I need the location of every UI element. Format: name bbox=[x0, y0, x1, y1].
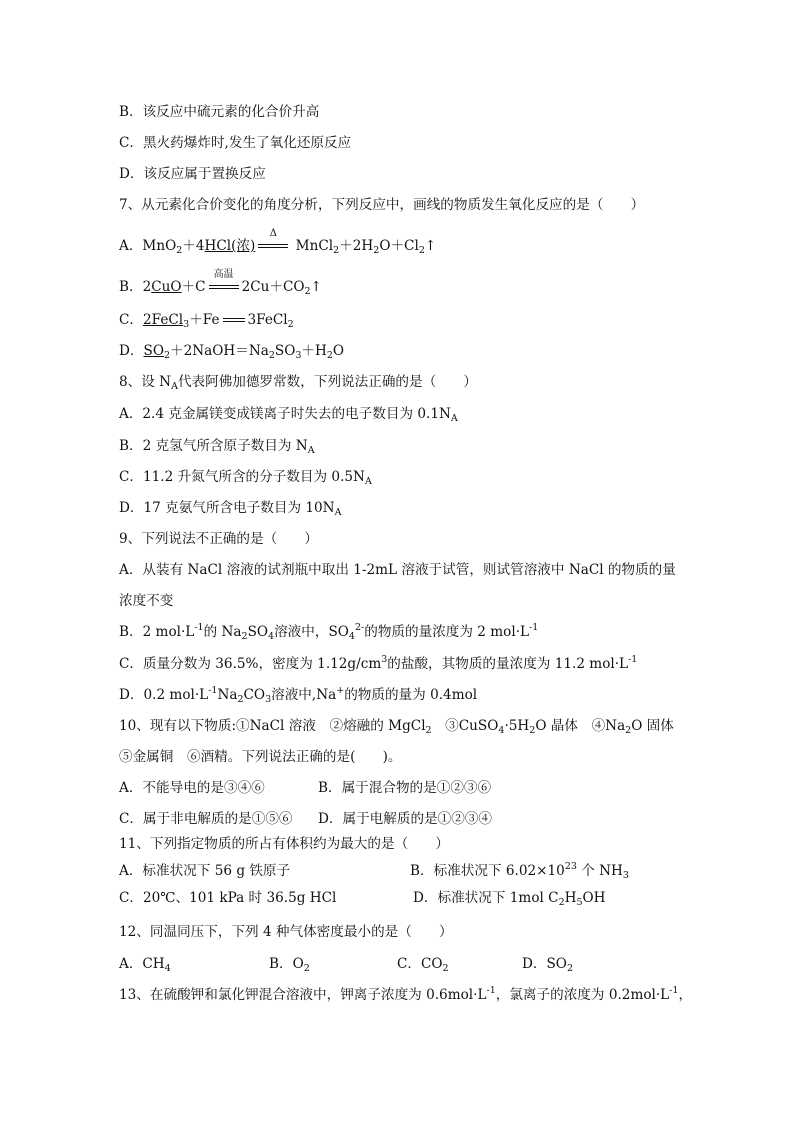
subscript: 2 bbox=[333, 245, 340, 256]
q8-stem bbox=[119, 373, 477, 391]
text: SO bbox=[247, 624, 269, 640]
q9-stem: 9、下列说法不正确的是（ ） bbox=[119, 531, 318, 547]
text: ＋2H bbox=[339, 238, 374, 254]
text: B．标准状况下 6.02×10 bbox=[410, 863, 565, 879]
text: 3FeCl bbox=[247, 312, 288, 328]
subscript: 2 bbox=[566, 963, 573, 974]
text: MnCl bbox=[295, 238, 334, 254]
q12-option-b bbox=[269, 955, 310, 973]
gas-arrow: ↑ bbox=[424, 238, 437, 254]
superscript: -1 bbox=[486, 985, 496, 996]
superscript: -1 bbox=[208, 685, 218, 696]
subscript: 3 bbox=[622, 870, 629, 881]
subscript: 2 bbox=[418, 245, 425, 256]
q11-option-d bbox=[413, 889, 606, 907]
q8-option-a bbox=[119, 405, 458, 423]
text: ·5H bbox=[504, 718, 530, 734]
subscript: 2 bbox=[373, 245, 380, 256]
q9-option-d bbox=[119, 686, 477, 704]
text: H bbox=[564, 890, 577, 906]
text: D．0.2 mol·L bbox=[119, 687, 209, 703]
subscript: 4 bbox=[164, 963, 171, 974]
subscript: 2 bbox=[268, 350, 275, 361]
subscript: 2 bbox=[287, 319, 294, 330]
gas-arrow: ↑ bbox=[310, 279, 322, 295]
text: B．2 克氢气所含原子数目为 N bbox=[119, 438, 308, 454]
text: CO bbox=[243, 687, 266, 703]
text: D．17 克氨气所含电子数目为 10N bbox=[119, 500, 335, 516]
equals-sign bbox=[223, 316, 245, 326]
subscript: 2 bbox=[529, 725, 536, 736]
text: Na bbox=[217, 687, 238, 703]
text: B． bbox=[119, 279, 143, 295]
subscript: 2 bbox=[304, 286, 311, 297]
text: 10、现有以下物质:①NaCl 溶液 ②熔融的 MgCl bbox=[119, 718, 426, 734]
q10-option-c: C．属于非电解质的是①⑤⑥ bbox=[119, 811, 293, 827]
subscript: A bbox=[364, 476, 372, 487]
reaction-condition bbox=[209, 268, 239, 295]
text: ＋H bbox=[301, 343, 327, 359]
subscript: A bbox=[307, 445, 315, 456]
text: C．质量分数为 36.5%，密度为 1.12g/cm bbox=[119, 656, 382, 672]
text: C．11.2 升氮气所含的分子数目为 0.5N bbox=[119, 469, 365, 485]
q8-option-d bbox=[119, 499, 341, 517]
subscript: 2 bbox=[176, 245, 183, 256]
text: ③CuSO bbox=[431, 718, 499, 734]
q12-stem: 12、同温同压下，下列 4 种气体密度最小的是（ ） bbox=[119, 924, 453, 940]
text: 的物质的量浓度为 2 mol·L bbox=[364, 624, 530, 640]
text: ，氯离子的浓度为 0.2mol·L bbox=[495, 987, 670, 1003]
q9-option-c bbox=[119, 655, 637, 673]
superscript: -1 bbox=[529, 622, 539, 633]
q10-stem-line1 bbox=[119, 717, 674, 735]
q7-option-d bbox=[119, 342, 344, 360]
text: C． bbox=[119, 312, 143, 328]
q6-option-d: D．该反应属于置换反应 bbox=[119, 166, 266, 182]
q10-option-b: B．属于混合物的是①②③⑥ bbox=[318, 780, 492, 796]
text: 8、设 N bbox=[119, 374, 172, 390]
subscript: A bbox=[334, 507, 342, 518]
text: A．MnO bbox=[119, 238, 177, 254]
q9-option-a-line1: A．从装有 NaCl 溶液的试剂瓶中取出 1-2mL 溶液于试管，则试管溶液中 NaCl 的物质的量 bbox=[119, 562, 676, 578]
q12-option-a bbox=[119, 955, 171, 973]
q6-option-b: B．该反应中硫元素的化合价升高 bbox=[119, 104, 320, 120]
text: ＋C bbox=[181, 279, 206, 295]
text: 个 NH bbox=[576, 863, 623, 879]
q10-option-d: D．属于电解质的是①②③④ bbox=[318, 811, 493, 827]
text: 的盐酸，其物质的量浓度为 11.2 mol·L bbox=[387, 656, 629, 672]
text: SO bbox=[274, 343, 296, 359]
text: B．O bbox=[269, 956, 304, 972]
superscript: -1 bbox=[194, 622, 204, 633]
superscript: 23 bbox=[564, 861, 577, 872]
subscript: 4 bbox=[498, 725, 505, 736]
text: A．2.4 克金属镁变成镁离子时失去的电子数目为 0.1N bbox=[119, 406, 451, 422]
underlined-substance bbox=[144, 343, 171, 359]
superscript: + bbox=[336, 685, 345, 696]
q11-option-a: A．标准状况下 56 g 铁原子 bbox=[119, 863, 291, 879]
subscript: 2 bbox=[326, 350, 333, 361]
subscript: 2 bbox=[558, 897, 565, 908]
underlined-substance: CuO bbox=[151, 279, 182, 295]
q9-option-a-line2: 浓度不变 bbox=[119, 593, 174, 609]
subscript: 2 bbox=[442, 963, 449, 974]
text: 2FeCl bbox=[143, 312, 184, 328]
underlined-substance: HCl(浓) bbox=[204, 238, 256, 254]
text: D．标准状况下 1mol C bbox=[413, 890, 559, 906]
q11-option-b bbox=[410, 862, 629, 880]
text: 溶液中,Na bbox=[271, 687, 337, 703]
q13-stem bbox=[119, 986, 692, 1004]
condition-label: 高温 bbox=[213, 268, 234, 280]
text: ， bbox=[678, 987, 693, 1003]
text: ＋Fe bbox=[189, 312, 220, 328]
superscript: -1 bbox=[669, 985, 679, 996]
subscript: A bbox=[450, 413, 458, 424]
text: 13、在硫酸钾和氯化钾混合溶液中，钾离子浓度为 0.6mol·L bbox=[119, 987, 487, 1003]
text: O＋Cl bbox=[379, 238, 419, 254]
subscript: 4 bbox=[268, 631, 275, 642]
superscript: 3 bbox=[381, 654, 388, 665]
q6-option-c: C．黑火药爆炸时,发生了氧化还原反应 bbox=[119, 135, 352, 151]
subscript: 2 bbox=[163, 350, 171, 361]
text: ＋2NaOH＝Na bbox=[170, 343, 269, 359]
q9-option-b bbox=[119, 623, 538, 641]
text: 2 bbox=[142, 279, 152, 295]
q7-stem: 7、从元素化合价变化的角度分析，下列反应中，画线的物质发生氧化反应的是（ ） bbox=[119, 197, 645, 213]
superscript: 2- bbox=[354, 622, 365, 633]
q10-option-a: A．不能导电的是③④⑥ bbox=[119, 780, 265, 796]
subscript: 5 bbox=[576, 897, 583, 908]
q12-option-c bbox=[397, 955, 449, 973]
text: SO bbox=[143, 343, 164, 359]
subscript: 3 bbox=[183, 319, 190, 330]
text: D．SO bbox=[522, 956, 567, 972]
text: A．CH bbox=[119, 956, 165, 972]
reaction-condition bbox=[258, 227, 288, 254]
text: 的物质的量为 0.4mol bbox=[344, 687, 478, 703]
q11-stem: 11、下列指定物质的所占有体积约为最大的是（ ） bbox=[119, 836, 449, 852]
underlined-substance bbox=[143, 312, 189, 328]
q7-option-b bbox=[119, 268, 322, 297]
text: B．2 mol·L bbox=[119, 624, 195, 640]
superscript: -1 bbox=[628, 654, 638, 665]
subscript: 2 bbox=[241, 631, 248, 642]
q8-option-c bbox=[119, 468, 372, 486]
q7-option-a bbox=[119, 227, 437, 256]
subscript: 4 bbox=[348, 631, 355, 642]
subscript: 2 bbox=[625, 725, 632, 736]
q8-option-b bbox=[119, 437, 315, 455]
subscript: 2 bbox=[303, 963, 310, 974]
subscript: 3 bbox=[265, 694, 272, 705]
subscript: 2 bbox=[237, 694, 244, 705]
subscript: 2 bbox=[425, 725, 432, 736]
q10-stem-line2: ⑤金属铜 ⑥酒精。下列说法正确的是( )。 bbox=[119, 749, 402, 765]
text: O 晶体 ④Na bbox=[535, 718, 626, 734]
text: 溶液中，SO bbox=[274, 624, 349, 640]
text: 代表阿佛加德罗常数，下列说法正确的是（ ） bbox=[177, 374, 477, 390]
text: 的 Na bbox=[203, 624, 242, 640]
text: D． bbox=[119, 343, 144, 359]
text: C．CO bbox=[397, 956, 443, 972]
text: O bbox=[332, 343, 345, 359]
text: OH bbox=[582, 890, 606, 906]
q11-option-c: C．20℃、101 kPa 时 36.5g HCl bbox=[119, 890, 337, 906]
text: O 固体 bbox=[631, 718, 674, 734]
subscript: 3 bbox=[295, 350, 302, 361]
q12-option-d bbox=[522, 955, 573, 973]
condition-label: Δ bbox=[269, 227, 277, 239]
text: 2Cu＋CO bbox=[241, 279, 305, 295]
subscript: A bbox=[171, 381, 178, 392]
text: ＋4 bbox=[182, 238, 205, 254]
q7-option-c bbox=[119, 311, 294, 329]
